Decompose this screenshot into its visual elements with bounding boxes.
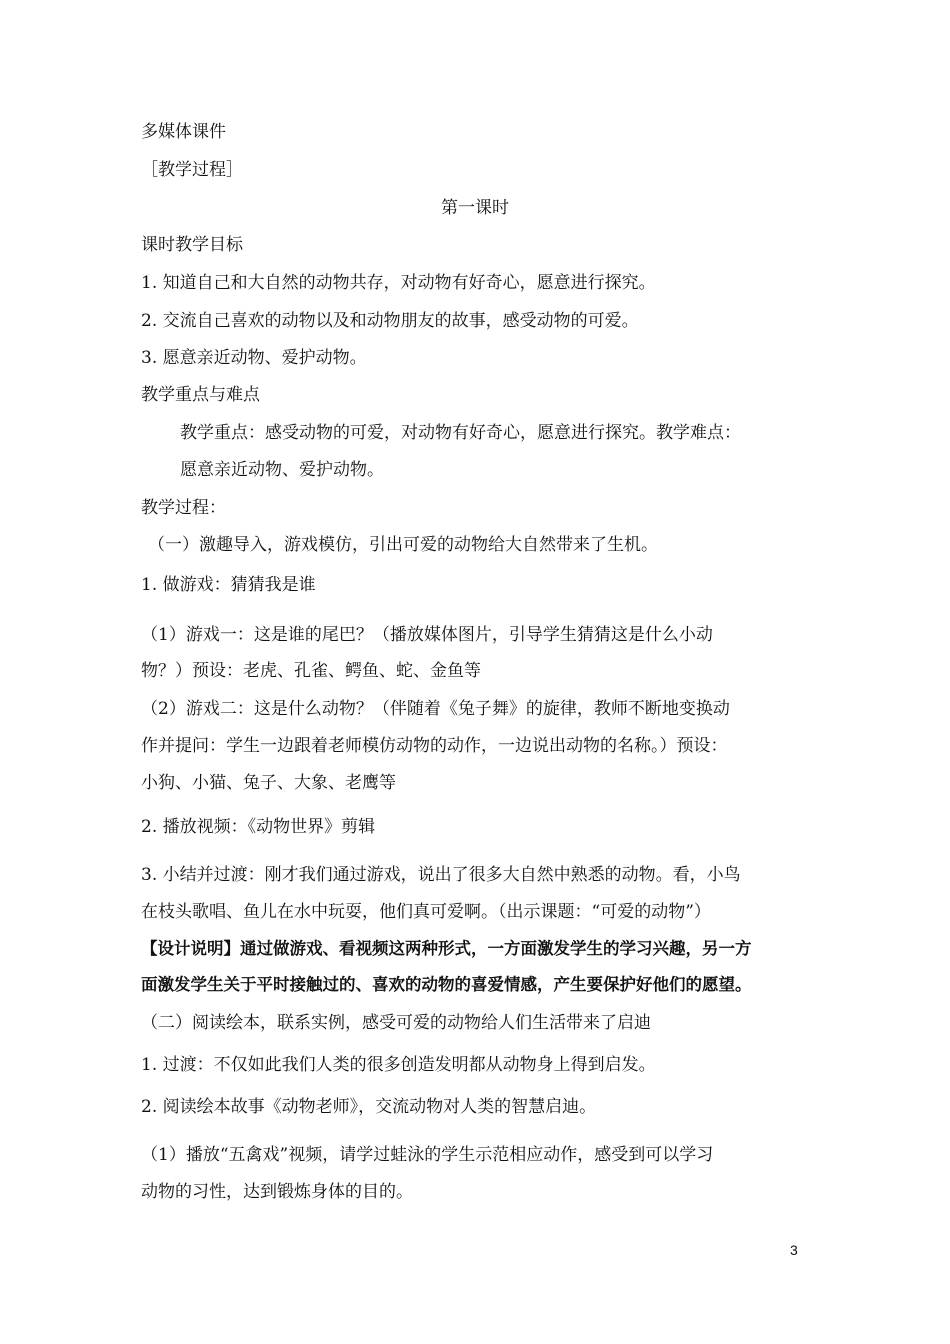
design-note: 面激发学生关于平时接触过的、喜欢的动物的喜爱情感，产生要保护好他们的愿望。 <box>141 975 752 994</box>
key-points-text: 愿意亲近动物、爱护动物。 <box>180 460 384 480</box>
text-line: 3. 小结并过渡：刚才我们通过游戏，说出了很多大自然中熟悉的动物。看，小鸟 <box>141 865 741 885</box>
objective-item: 1. 知道自己和大自然的动物共存，对动物有好奇心，愿意进行探究。 <box>141 273 656 293</box>
subheading: 教学过程： <box>141 498 226 518</box>
text-line: 小狗、小猫、兔子、大象、老鹰等 <box>141 773 396 793</box>
step-heading: （二）阅读绘本，联系实例，感受可爱的动物给人们生活带来了启迪 <box>141 1013 651 1033</box>
objective-item: 2. 交流自己喜欢的动物以及和动物朋友的故事，感受动物的可爱。 <box>141 311 639 331</box>
text-line: 2. 阅读绘本故事《动物老师》，交流动物对人类的智慧启迪。 <box>141 1097 597 1117</box>
objective-item: 3. 愿意亲近动物、爱护动物。 <box>141 348 367 368</box>
text-line: 1. 做游戏：猜猜我是谁 <box>141 575 316 595</box>
text-line: 多媒体课件 <box>141 122 226 142</box>
text-line: 在枝头歌唱、鱼儿在水中玩耍，他们真可爱啊。（出示课题：“可爱的动物”） <box>141 902 711 922</box>
text-line: （1）播放“五禽戏”视频，请学过蛙泳的学生示范相应动作，感受到可以学习 <box>141 1145 714 1165</box>
text-line: （2）游戏二：这是什么动物？（伴随着《兔子舞》的旋律，教师不断地变换动 <box>141 699 730 719</box>
text-line: （1）游戏一：这是谁的尾巴？（播放媒体图片，引导学生猜猜这是什么小动 <box>141 625 713 645</box>
text-line: 1. 过渡：不仅如此我们人类的很多创造发明都从动物身上得到启发。 <box>141 1055 656 1075</box>
subheading: 课时教学目标 <box>141 235 243 255</box>
text-line: 物？）预设：老虎、孔雀、鳄鱼、蛇、金鱼等 <box>141 661 481 681</box>
step-heading: （一）激趣导入，游戏模仿，引出可爱的动物给大自然带来了生机。 <box>148 535 658 555</box>
subheading: 教学重点与难点 <box>141 385 260 405</box>
section-heading: ［教学过程］ <box>141 160 243 180</box>
lesson-title: 第一课时 <box>441 198 509 218</box>
page-number: 3 <box>790 1242 798 1258</box>
design-note: 【设计说明】通过做游戏、看视频这两种形式，一方面激发学生的学习兴趣，另一方 <box>141 939 752 958</box>
text-line: 2. 播放视频：《动物世界》剪辑 <box>141 817 376 837</box>
key-points-text: 教学重点：感受动物的可爱，对动物有好奇心，愿意进行探究。教学难点： <box>180 423 741 443</box>
text-line: 作并提问：学生一边跟着老师模仿动物的动作，一边说出动物的名称。）预设： <box>141 736 728 756</box>
text-line: 动物的习性，达到锻炼身体的目的。 <box>141 1182 413 1202</box>
